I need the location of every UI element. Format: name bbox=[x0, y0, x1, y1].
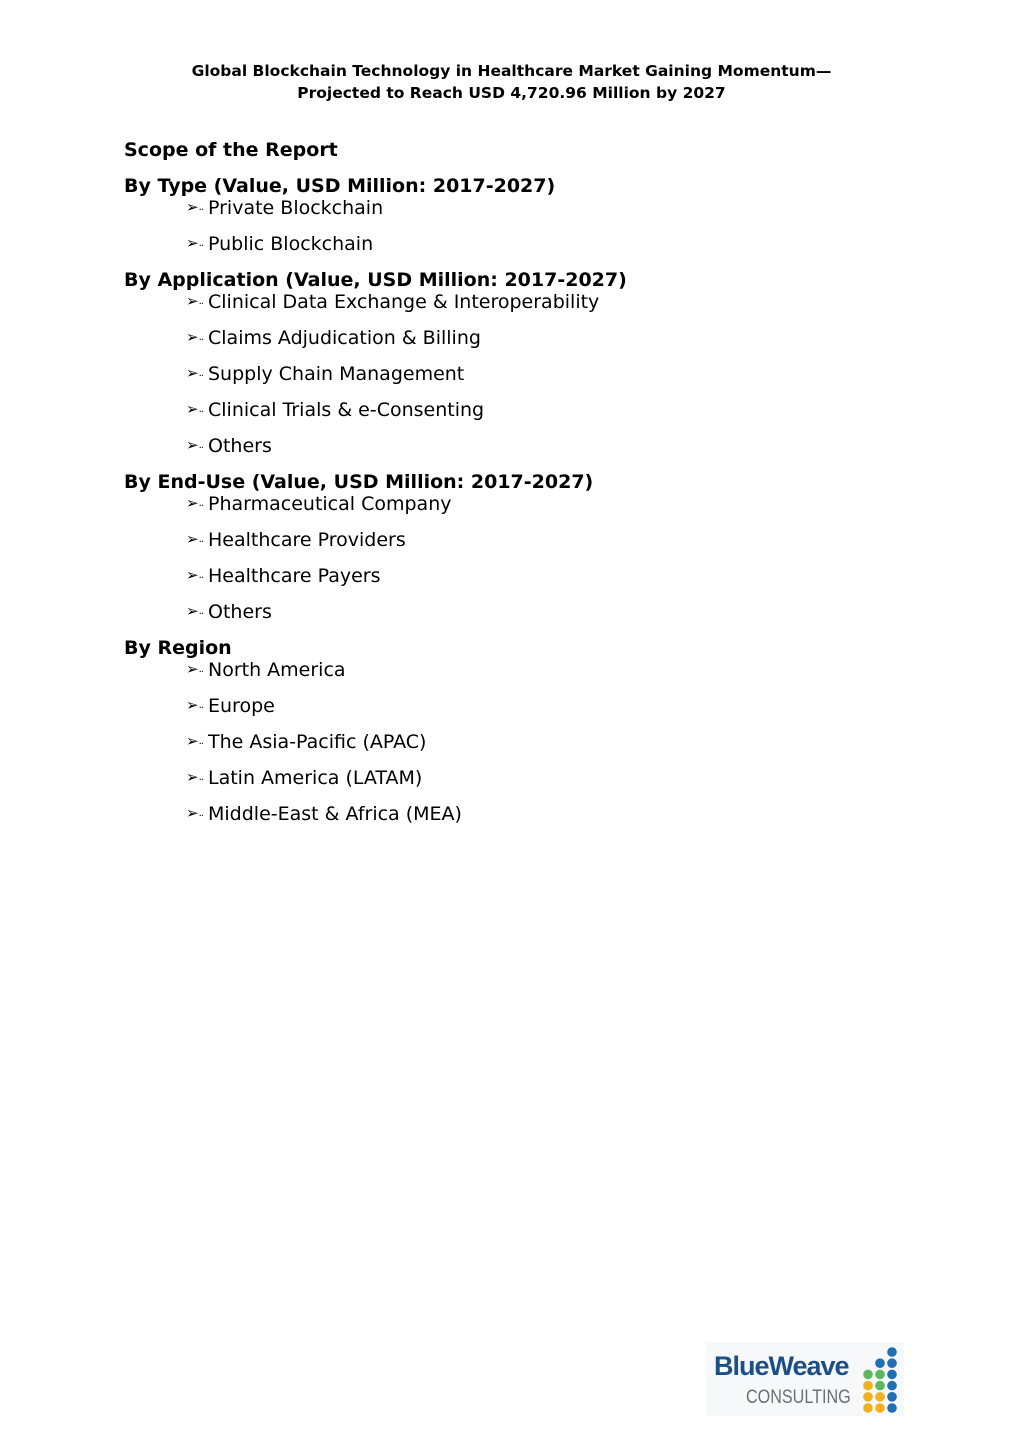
list-item bbox=[186, 658, 944, 682]
bullet-arrow: ➢ bbox=[186, 327, 199, 346]
list-item-label: Clinical Trials & e-Consenting bbox=[208, 399, 485, 421]
bullet-dots: ·· bbox=[198, 536, 203, 548]
scope-section bbox=[124, 636, 944, 826]
logo-dots-icon bbox=[861, 1346, 901, 1414]
arrow-bullet-icon bbox=[186, 765, 208, 792]
list-item-label: The Asia-Pacific (APAC) bbox=[208, 731, 427, 753]
arrow-bullet-icon bbox=[186, 801, 208, 828]
list-item bbox=[186, 232, 944, 256]
header-title-line-2: Projected to Reach USD 4,720.96 Million by 2027 bbox=[297, 84, 726, 102]
arrow-bullet-icon bbox=[186, 397, 208, 424]
list-item bbox=[186, 694, 944, 718]
bullet-arrow: ➢ bbox=[186, 399, 199, 418]
list-item-label: Middle-East & Africa (MEA) bbox=[208, 803, 462, 825]
section-title: By Type (Value, USD Million: 2017-2027) bbox=[124, 175, 556, 197]
arrow-bullet-icon bbox=[186, 599, 208, 626]
list-item-label: Private Blockchain bbox=[208, 197, 384, 219]
bullet-dots: ·· bbox=[198, 702, 203, 714]
list-item bbox=[186, 802, 944, 826]
logo-subtitle: CONSULTING bbox=[746, 1387, 851, 1408]
arrow-bullet-icon bbox=[186, 195, 208, 222]
section-item-list bbox=[124, 658, 944, 826]
bullet-arrow: ➢ bbox=[186, 435, 199, 454]
bullet-dots: ·· bbox=[198, 738, 203, 750]
bullet-arrow: ➢ bbox=[186, 233, 199, 252]
list-item-label: Clinical Data Exchange & Interoperability bbox=[208, 291, 600, 313]
bullet-dots: ·· bbox=[198, 500, 203, 512]
bullet-dots: ·· bbox=[198, 204, 203, 216]
page-header bbox=[0, 60, 1023, 104]
list-item bbox=[186, 528, 944, 552]
list-item-label: North America bbox=[208, 659, 346, 681]
arrow-bullet-icon bbox=[186, 231, 208, 258]
bullet-arrow: ➢ bbox=[186, 529, 199, 548]
bullet-dots: ·· bbox=[198, 774, 203, 786]
logo-dot bbox=[887, 1403, 897, 1413]
report-scope bbox=[124, 138, 944, 838]
logo-dot bbox=[887, 1392, 897, 1402]
arrow-bullet-icon bbox=[186, 527, 208, 554]
arrow-bullet-icon bbox=[186, 657, 208, 684]
header-title-line-1: Global Blockchain Technology in Healthcare Market Gaining Momentum— bbox=[191, 62, 832, 80]
list-item-label: Others bbox=[208, 435, 272, 457]
scope-section bbox=[124, 174, 944, 256]
logo-dot bbox=[863, 1381, 873, 1391]
bullet-dots: ·· bbox=[198, 810, 203, 822]
section-item-list bbox=[124, 196, 944, 256]
bullet-dots: ·· bbox=[198, 298, 203, 310]
bullet-arrow: ➢ bbox=[186, 731, 199, 750]
scope-title: Scope of the Report bbox=[124, 139, 338, 161]
logo-dot bbox=[875, 1381, 885, 1391]
arrow-bullet-icon bbox=[186, 563, 208, 590]
bullet-arrow: ➢ bbox=[186, 767, 199, 786]
section-title: By Application (Value, USD Million: 2017-2027) bbox=[124, 269, 627, 291]
section-item-list bbox=[124, 290, 944, 458]
arrow-bullet-icon bbox=[186, 289, 208, 316]
list-item bbox=[186, 196, 944, 220]
arrow-bullet-icon bbox=[186, 491, 208, 518]
list-item-label: Healthcare Providers bbox=[208, 529, 406, 551]
list-item-label: Europe bbox=[208, 695, 275, 717]
list-item-label: Claims Adjudication & Billing bbox=[208, 327, 481, 349]
logo-wordmark: BlueWeave bbox=[714, 1351, 849, 1381]
bullet-dots: ·· bbox=[198, 334, 203, 346]
bullet-dots: ·· bbox=[198, 666, 203, 678]
bullet-arrow: ➢ bbox=[186, 291, 199, 310]
section-title: By Region bbox=[124, 637, 232, 659]
logo-dot bbox=[863, 1403, 873, 1413]
bullet-dots: ·· bbox=[198, 572, 203, 584]
scope-section bbox=[124, 470, 944, 624]
arrow-bullet-icon bbox=[186, 433, 208, 460]
list-item-label: Supply Chain Management bbox=[208, 363, 465, 385]
list-item-label: Public Blockchain bbox=[208, 233, 374, 255]
bullet-arrow: ➢ bbox=[186, 493, 199, 512]
bullet-dots: ·· bbox=[198, 406, 203, 418]
list-item bbox=[186, 730, 944, 754]
logo-dot bbox=[887, 1358, 897, 1368]
list-item bbox=[186, 600, 944, 624]
bullet-dots: ·· bbox=[198, 608, 203, 620]
logo-dot bbox=[887, 1347, 897, 1357]
arrow-bullet-icon bbox=[186, 361, 208, 388]
blueweave-logo bbox=[706, 1342, 904, 1416]
arrow-bullet-icon bbox=[186, 693, 208, 720]
bullet-arrow: ➢ bbox=[186, 363, 199, 382]
sections-container bbox=[124, 174, 944, 826]
logo-dot bbox=[875, 1358, 885, 1368]
bullet-arrow: ➢ bbox=[186, 659, 199, 678]
logo-dot bbox=[887, 1370, 897, 1380]
list-item bbox=[186, 434, 944, 458]
scope-section bbox=[124, 268, 944, 458]
bullet-arrow: ➢ bbox=[186, 565, 199, 584]
section-item-list bbox=[124, 492, 944, 624]
list-item-label: Healthcare Payers bbox=[208, 565, 381, 587]
bullet-arrow: ➢ bbox=[186, 695, 199, 714]
bullet-dots: ·· bbox=[198, 240, 203, 252]
bullet-arrow: ➢ bbox=[186, 803, 199, 822]
logo-dot bbox=[887, 1381, 897, 1391]
list-item bbox=[186, 326, 944, 350]
arrow-bullet-icon bbox=[186, 325, 208, 352]
logo-dot bbox=[875, 1392, 885, 1402]
bullet-arrow: ➢ bbox=[186, 601, 199, 620]
list-item bbox=[186, 564, 944, 588]
arrow-bullet-icon bbox=[186, 729, 208, 756]
logo-dot bbox=[863, 1370, 873, 1380]
list-item bbox=[186, 362, 944, 386]
list-item-label: Latin America (LATAM) bbox=[208, 767, 423, 789]
list-item-label: Others bbox=[208, 601, 272, 623]
list-item bbox=[186, 290, 944, 314]
section-title: By End-Use (Value, USD Million: 2017-2027) bbox=[124, 471, 594, 493]
logo-dot bbox=[875, 1370, 885, 1380]
bullet-dots: ·· bbox=[198, 370, 203, 382]
bullet-dots: ·· bbox=[198, 442, 203, 454]
list-item-label: Pharmaceutical Company bbox=[208, 493, 452, 515]
list-item bbox=[186, 766, 944, 790]
logo-dot bbox=[875, 1403, 885, 1413]
list-item bbox=[186, 492, 944, 516]
list-item bbox=[186, 398, 944, 422]
bullet-arrow: ➢ bbox=[186, 197, 199, 216]
logo-dot bbox=[863, 1392, 873, 1402]
